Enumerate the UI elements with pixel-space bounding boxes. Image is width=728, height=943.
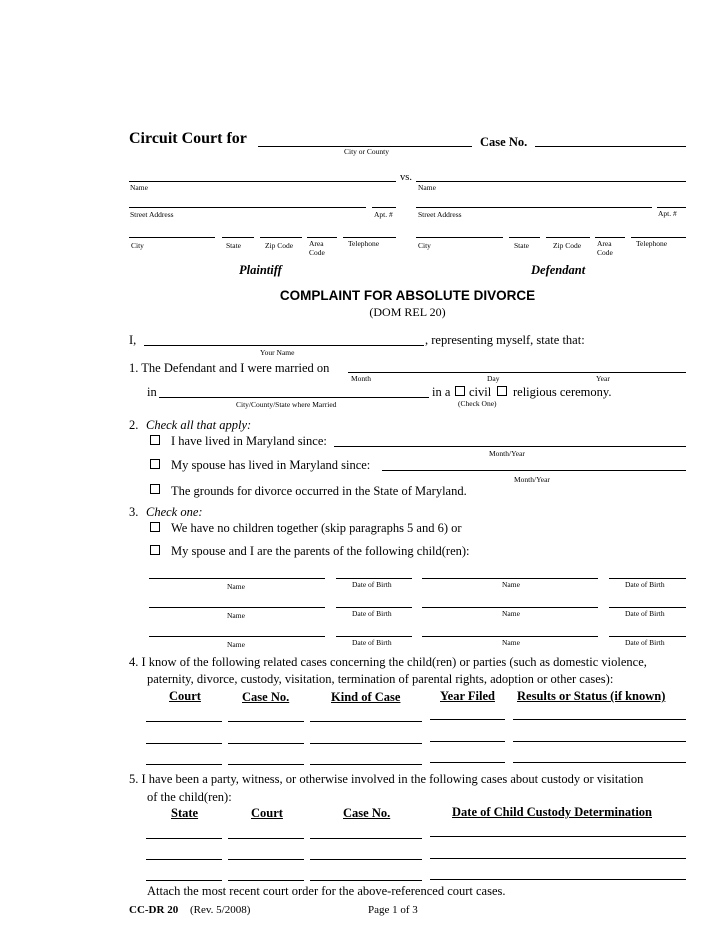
- defendant-city-caption: City: [418, 241, 431, 250]
- child-3-name-line[interactable]: [149, 607, 325, 608]
- plaintiff-area-line[interactable]: [307, 237, 337, 238]
- plaintiff-name-caption: Name: [130, 183, 148, 192]
- p5-col-state: State: [171, 806, 199, 820]
- p2-opt3-label: The grounds for divorce occurred in the State of Maryland.: [171, 484, 467, 498]
- p5-row3-court[interactable]: [228, 880, 304, 881]
- p4-row3-kind[interactable]: [310, 764, 422, 765]
- defendant-phone-line[interactable]: [631, 237, 686, 238]
- p4-row3-case[interactable]: [228, 764, 304, 765]
- intro-prefix: I,: [129, 333, 137, 347]
- plaintiff-state-caption: State: [226, 241, 241, 250]
- child-4-name-caption: Name: [502, 609, 520, 618]
- plaintiff-city-caption: City: [131, 241, 144, 250]
- p4-row2-case[interactable]: [228, 743, 304, 744]
- p4-row1-court[interactable]: [146, 721, 222, 722]
- p2-checkbox-2[interactable]: [150, 459, 160, 469]
- child-5-dob-caption: Date of Birth: [352, 638, 392, 647]
- p1-in: in: [147, 385, 157, 399]
- p1-in-a: in a: [432, 385, 451, 399]
- plaintiff-street-caption: Street Address: [130, 210, 174, 219]
- religious-checkbox[interactable]: [497, 386, 507, 396]
- child-1-dob-line[interactable]: [336, 578, 412, 579]
- plaintiff-city-line[interactable]: [129, 237, 215, 238]
- civil-label: civil: [469, 385, 492, 399]
- defendant-label: Defendant: [531, 263, 586, 277]
- child-1-name-caption: Name: [227, 582, 245, 591]
- child-5-dob-line[interactable]: [336, 636, 412, 637]
- p3-checkbox-2[interactable]: [150, 545, 160, 555]
- p4-row2-results[interactable]: [513, 741, 686, 742]
- case-no-line[interactable]: [535, 146, 686, 147]
- child-6-dob-line[interactable]: [609, 636, 686, 637]
- defendant-zip-line[interactable]: [546, 237, 590, 238]
- intro-suffix: , representing myself, state that:: [425, 333, 585, 347]
- p4-row3-year[interactable]: [430, 762, 505, 763]
- defendant-street-line[interactable]: [416, 207, 652, 208]
- p4-row1-case[interactable]: [228, 721, 304, 722]
- defendant-area-caption-1: Area: [597, 239, 612, 248]
- marriage-place-line[interactable]: [159, 397, 429, 398]
- child-4-name-line[interactable]: [422, 607, 598, 608]
- p3-opt1-label: We have no children together (skip paragraphs 5 and 6) or: [171, 521, 462, 535]
- p2-opt2-label: My spouse has lived in Maryland since:: [171, 458, 371, 472]
- p5-line1: 5. I have been a party, witness, or otherwise involved in the following cases about custody or visitation: [129, 772, 644, 786]
- p5-col-court: Court: [251, 806, 283, 820]
- child-6-name-caption: Name: [502, 638, 520, 647]
- p4-col-kind: Kind of Case: [331, 690, 401, 704]
- p5-row2-case[interactable]: [310, 859, 422, 860]
- p4-col-results: Results or Status (if known): [517, 689, 666, 703]
- p5-row3-case[interactable]: [310, 880, 422, 881]
- plaintiff-zip-line[interactable]: [260, 237, 302, 238]
- child-2-name-line[interactable]: [422, 578, 598, 579]
- plaintiff-area-caption-1: Area: [309, 239, 324, 248]
- child-4-dob-caption: Date of Birth: [625, 609, 665, 618]
- plaintiff-name-line[interactable]: [129, 181, 396, 182]
- religious-label: religious ceremony.: [513, 385, 612, 399]
- p5-line2: of the child(ren):: [147, 790, 232, 804]
- p4-row1-year[interactable]: [430, 719, 505, 720]
- defendant-state-line[interactable]: [509, 237, 540, 238]
- child-2-dob-line[interactable]: [609, 578, 686, 579]
- defendant-name-line[interactable]: [416, 181, 686, 182]
- plaintiff-phone-caption: Telephone: [348, 239, 380, 248]
- your-name-line[interactable]: [144, 345, 424, 346]
- p4-row2-year[interactable]: [430, 741, 505, 742]
- plaintiff-zip-caption: Zip Code: [265, 241, 294, 250]
- footer-revision: (Rev. 5/2008): [190, 904, 251, 916]
- p3-checkbox-1[interactable]: [150, 522, 160, 532]
- child-2-dob-caption: Date of Birth: [625, 580, 665, 589]
- child-4-dob-line[interactable]: [609, 607, 686, 608]
- check-one-caption: (Check One): [458, 399, 497, 408]
- case-no-label: Case No.: [480, 135, 528, 149]
- p2-opt1-line[interactable]: [334, 446, 686, 447]
- p5-row1-date[interactable]: [430, 836, 686, 837]
- p4-line2: paternity, divorce, custody, visitation, termination of parental rights, adoption or other cases):: [147, 672, 614, 686]
- attach-note: Attach the most recent court order for the above-referenced court cases.: [147, 884, 506, 898]
- p4-col-case-no: Case No.: [242, 690, 290, 704]
- p4-row2-court[interactable]: [146, 743, 222, 744]
- defendant-area-line[interactable]: [595, 237, 625, 238]
- defendant-state-caption: State: [514, 241, 529, 250]
- defendant-apt-line[interactable]: [657, 207, 686, 208]
- p4-row3-court[interactable]: [146, 764, 222, 765]
- p5-col-custody-date: Date of Child Custody Determination: [452, 805, 652, 819]
- footer-page-number: Page 1 of 3: [368, 904, 418, 916]
- month-caption: Month: [351, 374, 372, 383]
- p2-checkbox-3[interactable]: [150, 484, 160, 494]
- court-label: Circuit Court for: [129, 130, 247, 147]
- defendant-apt-caption: Apt. #: [658, 209, 677, 218]
- defendant-area-caption-2: Code: [597, 248, 613, 257]
- p2-opt1-caption: Month/Year: [489, 449, 525, 458]
- p5-row1-state[interactable]: [146, 838, 222, 839]
- p5-row1-case[interactable]: [310, 838, 422, 839]
- plaintiff-apt-caption: Apt. #: [374, 210, 393, 219]
- child-3-name-caption: Name: [227, 611, 245, 620]
- p4-row3-results[interactable]: [513, 762, 686, 763]
- child-6-name-line[interactable]: [422, 636, 598, 637]
- plaintiff-label: Plaintiff: [239, 263, 282, 277]
- marriage-place-caption: City/County/State where Married: [236, 400, 337, 409]
- p4-line1: 4. I know of the following related cases concerning the child(ren) or parties (such as domestic violence,: [129, 655, 647, 669]
- p4-col-year: Year Filed: [440, 689, 495, 703]
- defendant-phone-caption: Telephone: [636, 239, 668, 248]
- child-2-name-caption: Name: [502, 580, 520, 589]
- p2-instruction: Check all that apply:: [146, 418, 252, 432]
- year-caption: Year: [596, 374, 610, 383]
- child-3-dob-caption: Date of Birth: [352, 609, 392, 618]
- day-caption: Day: [487, 374, 500, 383]
- defendant-zip-caption: Zip Code: [553, 241, 582, 250]
- child-3-dob-line[interactable]: [336, 607, 412, 608]
- p4-row1-kind[interactable]: [310, 721, 422, 722]
- your-name-caption: Your Name: [260, 348, 295, 357]
- p2-opt2-line[interactable]: [382, 470, 686, 471]
- child-5-name-caption: Name: [227, 640, 245, 649]
- plaintiff-phone-line[interactable]: [343, 237, 396, 238]
- p2-num: 2.: [129, 418, 139, 432]
- plaintiff-street-line[interactable]: [129, 207, 366, 208]
- p4-col-court: Court: [169, 689, 201, 703]
- p4-row1-results[interactable]: [513, 719, 686, 720]
- p4-row2-kind[interactable]: [310, 743, 422, 744]
- document-title: COMPLAINT FOR ABSOLUTE DIVORCE: [279, 288, 536, 303]
- p3-opt2-label: My spouse and I are the parents of the following child(ren):: [171, 544, 470, 558]
- plaintiff-area-caption-2: Code: [309, 248, 325, 257]
- document-subtitle: (DOM REL 20): [369, 305, 446, 319]
- plaintiff-apt-line[interactable]: [372, 207, 396, 208]
- child-1-name-line[interactable]: [149, 578, 325, 579]
- defendant-name-caption: Name: [418, 183, 436, 192]
- marriage-date-line[interactable]: [348, 372, 686, 373]
- civil-checkbox[interactable]: [455, 386, 465, 396]
- defendant-street-caption: Street Address: [418, 210, 462, 219]
- p5-col-case-no: Case No.: [343, 806, 391, 820]
- p5-row2-state[interactable]: [146, 859, 222, 860]
- footer-form-id: CC-DR 20: [129, 904, 179, 916]
- p1-text: 1. The Defendant and I were married on: [129, 361, 330, 375]
- plaintiff-state-line[interactable]: [222, 237, 254, 238]
- p2-opt2-caption: Month/Year: [514, 475, 550, 484]
- p5-row1-court[interactable]: [228, 838, 304, 839]
- defendant-city-line[interactable]: [416, 237, 503, 238]
- p5-row3-date[interactable]: [430, 879, 686, 880]
- p5-row2-court[interactable]: [228, 859, 304, 860]
- p2-checkbox-1[interactable]: [150, 435, 160, 445]
- p3-instruction: Check one:: [146, 505, 203, 519]
- city-county-caption: City or County: [344, 147, 390, 156]
- p3-num: 3.: [129, 505, 139, 519]
- child-5-name-line[interactable]: [149, 636, 325, 637]
- vs-label: vs.: [400, 172, 412, 183]
- child-1-dob-caption: Date of Birth: [352, 580, 392, 589]
- p5-row3-state[interactable]: [146, 880, 222, 881]
- p2-opt1-label: I have lived in Maryland since:: [171, 434, 327, 448]
- child-6-dob-caption: Date of Birth: [625, 638, 665, 647]
- p5-row2-date[interactable]: [430, 858, 686, 859]
